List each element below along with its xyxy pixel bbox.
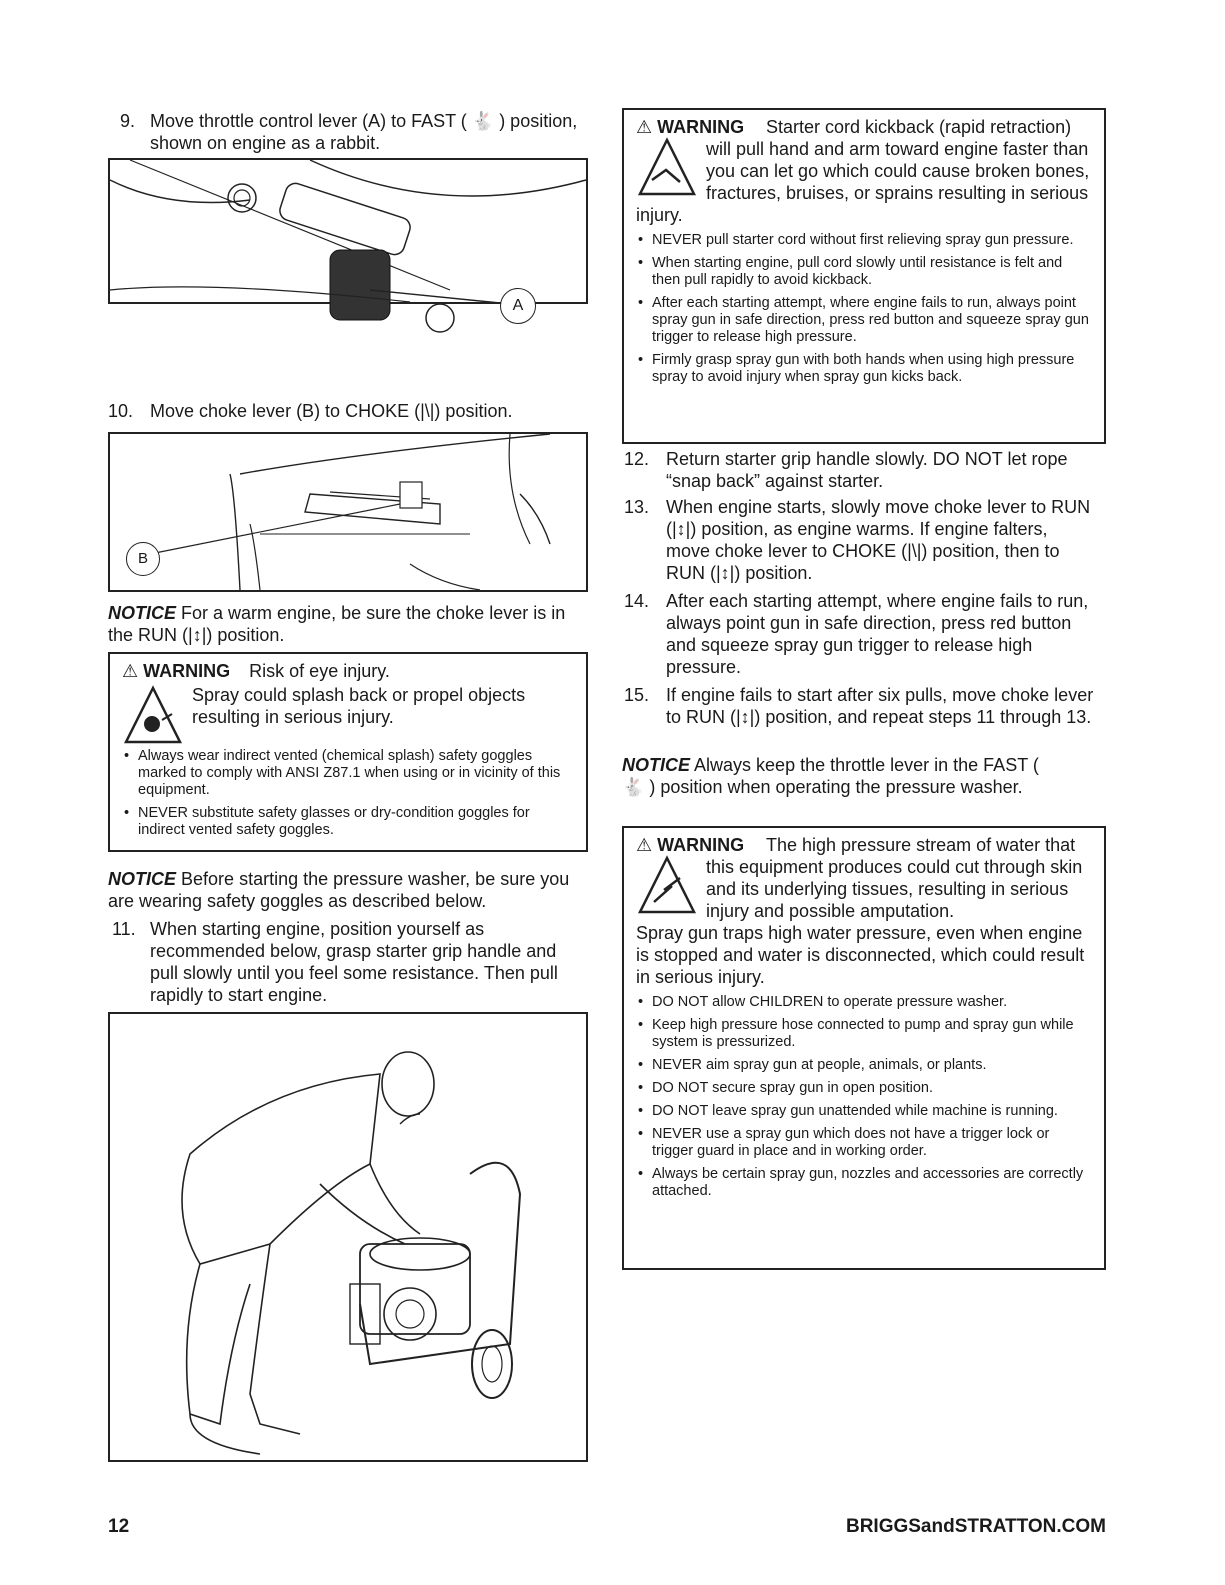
step-10 [108,400,588,422]
notice-warm-engine [108,602,588,646]
step-number: 13. [624,497,650,517]
list-item: • DO NOT leave spray gun unattended while machine is running. [652,1103,1092,1120]
step-text: If engine fails to start after six pulls, move choke lever to RUN (|↕|) position, and repeat steps 11 through 13. [666,685,1094,727]
starting-position-figure [108,1012,588,1462]
callout-a: A [500,288,536,324]
callout-b: B [126,542,160,576]
warning-bullets [636,232,1092,386]
step-text: Move choke lever (B) to CHOKE (|\|) position. [150,401,513,421]
warning-bullets [122,748,574,839]
warning-kickback [622,108,1106,444]
step-text: Return starter grip handle slowly. DO NOT let rope “snap back” against starter. [666,449,1068,491]
notice-throttle [622,754,1052,798]
list-item: • When starting engine, pull cord slowly until resistance is felt and then pull rapidly to avoid kickback. [652,255,1092,289]
step-number: 10. [108,401,134,421]
list-item: • Always be certain spray gun, nozzles and accessories are correctly attached. [652,1166,1092,1200]
warning-bullets [636,994,1092,1200]
warning-body: Spray could splash back or propel objects resulting in serious injury. [192,685,526,727]
notice-label: NOTICE [108,603,177,623]
step-text: When starting engine, position yourself as recommended below, grasp starter grip handle and pull slowly until you feel some resistance. Then pull rapidly to start engine. [150,919,558,1005]
notice-label: NOTICE [108,869,177,889]
step-number: 14. [624,591,650,611]
choke-figure [108,432,588,592]
choke-illustration [110,434,586,590]
website-footer: BRIGGSandSTRATTON.COM [845,1516,1106,1537]
step-15 [624,684,1094,728]
eye-hazard-icon [122,684,184,748]
step-text: After each starting attempt, where engine fails to run, always point gun in safe direction, press red button and squeeze spray gun trigger to release high pressure. [666,591,1089,677]
step-text: Move throttle control lever (A) to FAST ( 🐇 ) position, shown on engine as a rabbit. [150,111,578,153]
list-item: • Keep high pressure hose connected to pump and spray gun while system is pressurized. [652,1017,1092,1051]
list-item: • DO NOT secure spray gun in open position. [652,1080,1092,1097]
warning-head: The high pressure stream of water that this equipment produces could cut through skin and its underlying tissues, resulting in serious injury and possible amputation. [706,835,1083,921]
notice-text: Always keep the throttle lever in the FAST ( 🐇 ) position when operating the pressure washer. [622,755,1039,797]
step-11 [112,918,582,1006]
step-9 [120,110,580,154]
step-number: 9. [120,111,136,131]
warning-eye-injury [108,652,588,852]
step-number: 11. [112,919,136,939]
list-item: • NEVER pull starter cord without first relieving spray gun pressure. [652,232,1092,249]
warning-label: WARNING [143,661,231,681]
step-number: 15. [624,685,650,705]
warning-label: WARNING [657,117,745,137]
list-item: • Firmly grasp spray gun with both hands when using high pressure spray to avoid injury when spray gun kicks back. [652,352,1092,386]
injection-hazard-icon [636,854,698,918]
list-item: • NEVER use a spray gun which does not have a trigger lock or trigger guard in place and in working order. [652,1126,1092,1160]
throttle-figure [108,158,588,314]
notice-text: For a warm engine, be sure the choke lever is in the RUN (|↕|) position. [108,603,566,645]
warning-label: WARNING [657,835,745,855]
notice-text: Before starting the pressure washer, be sure you are wearing safety goggles as described below. [108,869,570,911]
page-number: 12 [108,1516,130,1537]
step-12 [624,448,1094,492]
kickback-hazard-icon [636,136,698,200]
person-starting-engine-illustration [110,1014,586,1460]
step-text: When engine starts, slowly move choke lever to RUN (|↕|) position, as engine warms. If engine falters, move choke lever to CHOKE (|\|) position, then to RUN (|↕|) position. [666,497,1091,583]
step-13 [624,496,1094,584]
list-item: • DO NOT allow CHILDREN to operate pressure washer. [652,994,1092,1011]
list-item: • NEVER substitute safety glasses or dry-condition goggles for indirect vented safety goggles. [138,805,574,839]
notice-label: NOTICE [622,755,691,775]
warning-high-pressure [622,826,1106,1270]
warning-icon: ⚠ [636,835,653,855]
warning-head: Starter cord kickback (rapid retraction) will pull hand and arm toward engine faster than you can let go which could cause broken bones, fractures, bruises, or sprains resulting in serious injury. [636,117,1090,225]
warning-head: Risk of eye injury. [249,661,390,681]
warning-icon: ⚠ [122,661,139,681]
warning-paragraph: Spray gun traps high water pressure, even when engine is stopped and water is disconnected, which could result in serious injury. [636,923,1085,987]
step-14 [624,590,1094,678]
notice-goggles [108,868,588,912]
list-item: • NEVER aim spray gun at people, animals, or plants. [652,1057,1092,1074]
list-item: • Always wear indirect vented (chemical splash) safety goggles marked to comply with ANSI Z87.1 when using or in vicinity of this equipment. [138,748,574,799]
list-item: • After each starting attempt, where engine fails to run, always point spray gun in safe direction, press red button and squeeze spray gun trigger to release high pressure. [652,295,1092,346]
warning-icon: ⚠ [636,117,653,137]
step-number: 12. [624,449,650,469]
